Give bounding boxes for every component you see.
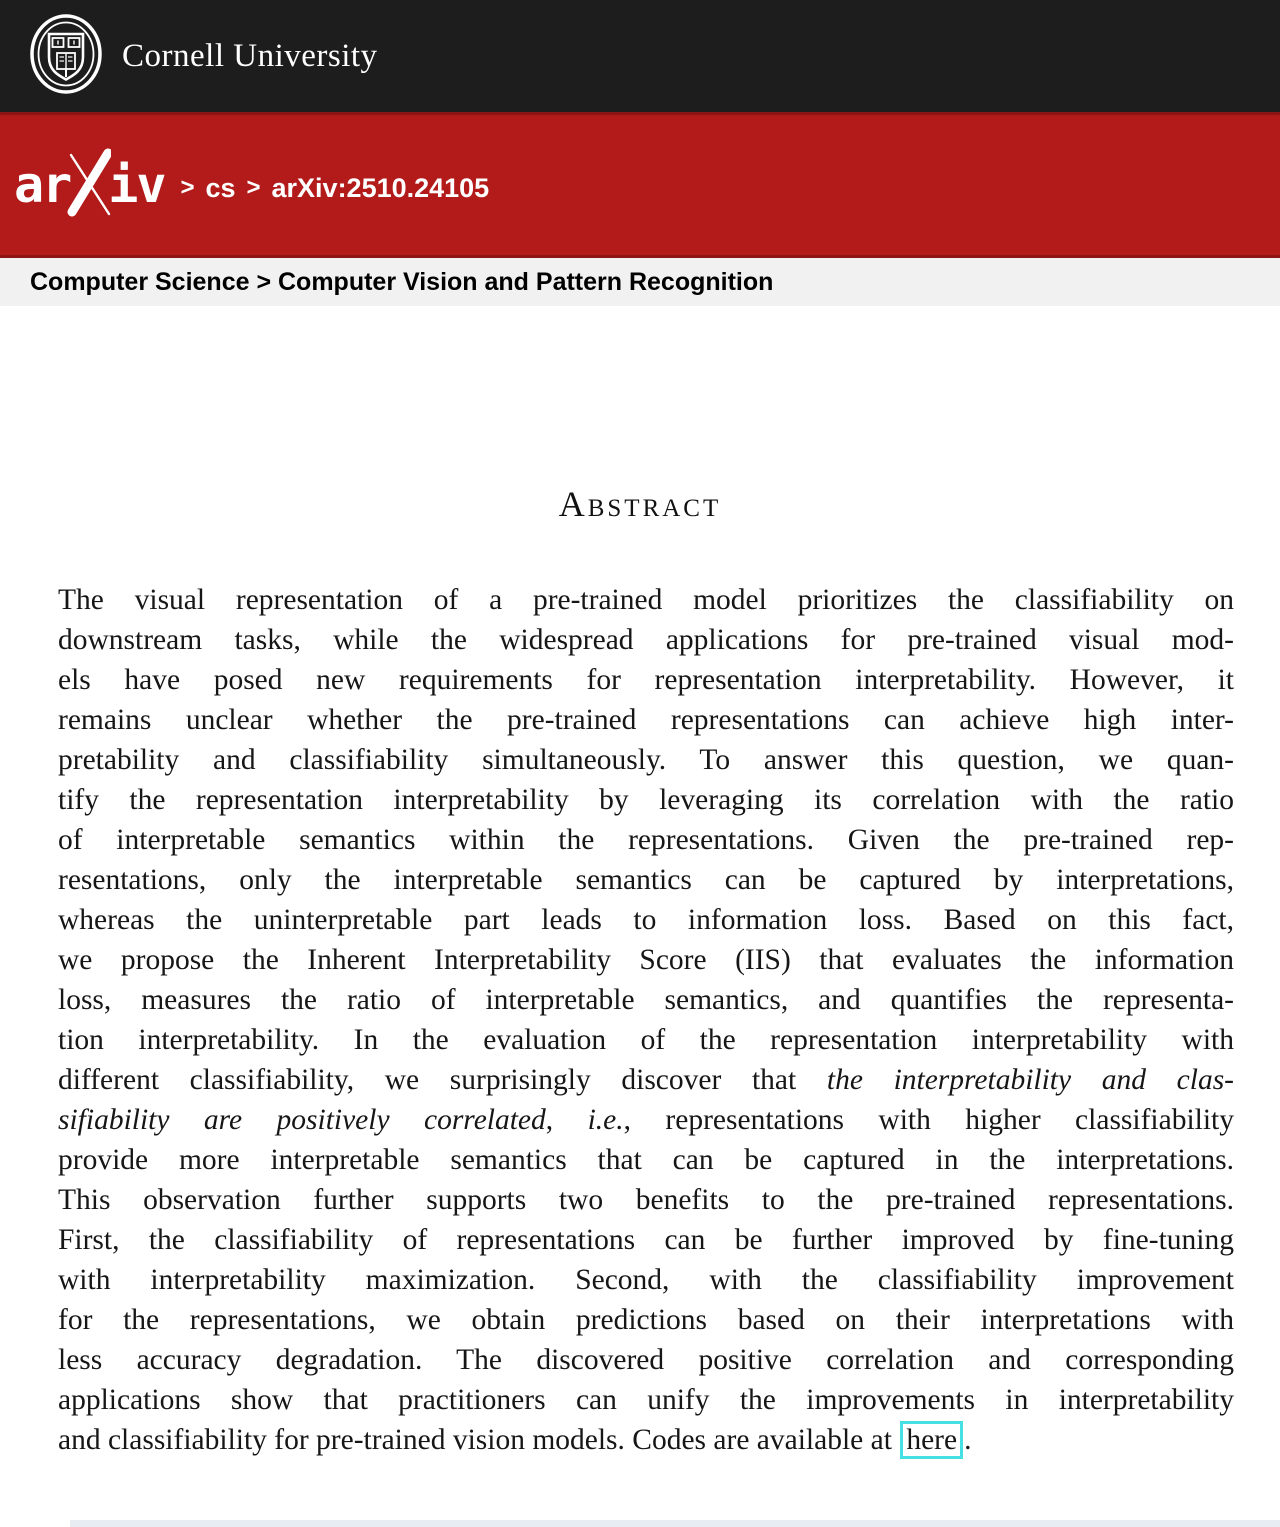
abstract-line-segment: The visual representation of a pre-trained model prioritizes the classifiability on — [58, 584, 1234, 616]
page-bottom-edge — [70, 1520, 1280, 1527]
abstract-line-segment: we propose the Inherent Interpretability Score (IIS) that evaluates the information — [58, 944, 1234, 976]
arxiv-logo[interactable] — [14, 148, 164, 223]
abstract-line-segment: with interpretability maximization. Second, with the classifiability improvement — [58, 1264, 1234, 1296]
abstract-line-segment: and classifiability for pre-trained vision models. Codes are available at — [58, 1424, 900, 1456]
breadcrumb — [180, 173, 489, 204]
abstract-line-segment: First, the classifiability of representations can be further improved by fine-tuning — [58, 1224, 1234, 1256]
abstract-line — [58, 1380, 1234, 1420]
cornell-logo[interactable] — [28, 13, 378, 100]
breadcrumb-arxiv-id-link[interactable]: arXiv:2510.24105 — [271, 172, 490, 203]
abstract-line — [58, 620, 1234, 660]
abstract-line-segment: downstream tasks, while the widespread applications for pre-trained visual mod- — [58, 624, 1234, 656]
abstract-line-segment: loss, measures the ratio of interpretable semantics, and quantifies the representa- — [58, 984, 1234, 1016]
abstract-line-segment: applications show that practitioners can unify the improvements in interpretability — [58, 1384, 1234, 1416]
abstract-line — [58, 1060, 1234, 1100]
abstract-line — [58, 980, 1234, 1020]
breadcrumb-separator: > — [180, 174, 195, 201]
abstract-line — [58, 860, 1234, 900]
subject-classification-label: Computer Science > Computer Vision and Pattern Recognition — [30, 267, 774, 296]
abstract-line-segment: different classifiability, we surprisingly discover that — [58, 1064, 827, 1096]
abstract-line — [58, 580, 1234, 620]
abstract-line — [58, 820, 1234, 860]
abstract-line — [58, 1180, 1234, 1220]
abstract-line — [58, 940, 1234, 980]
abstract-line — [58, 900, 1234, 940]
abstract-text — [58, 580, 1234, 1460]
abstract-line-segment: , — [545, 1104, 588, 1136]
abstract-line — [58, 1020, 1234, 1060]
abstract-line-segment: whereas the uninterpretable part leads to information loss. Based on this fact, — [58, 904, 1234, 936]
abstract-line-segment: less accuracy degradation. The discovered positive correlation and corresponding — [58, 1344, 1234, 1376]
abstract-line-segment: remains unclear whether the pre-trained representations can achieve high inter- — [58, 704, 1234, 736]
abstract-line-segment: pretability and classifiability simultaneously. To answer this question, we quan- — [58, 744, 1234, 776]
abstract-line — [58, 1100, 1234, 1140]
abstract-line-segment: for the representations, we obtain predictions based on their interpretations with — [58, 1304, 1234, 1336]
abstract-line — [58, 1340, 1234, 1380]
abstract-line-segment: els have posed new requirements for representation interpretability. However, it — [58, 664, 1234, 696]
abstract-line — [58, 780, 1234, 820]
abstract-heading: Abstract — [558, 484, 722, 524]
abstract-line-segment: This observation further supports two benefits to the pre-trained representations. — [58, 1184, 1234, 1216]
abstract-line-segment: of interpretable semantics within the representations. Given the pre-trained rep- — [58, 824, 1234, 856]
abstract-line-segment: provide more interpretable semantics that can be captured in the interpretations. — [58, 1144, 1234, 1176]
abstract-line — [58, 700, 1234, 740]
breadcrumb-cs-link[interactable]: cs — [205, 172, 236, 203]
abstract-line-segment: tify the representation interpretability by leveraging its correlation with the ratio — [58, 784, 1234, 816]
cornell-university-label: Cornell University — [122, 37, 378, 74]
abstract-line — [58, 740, 1234, 780]
abstract-line-segment: sifiability are positively correlated — [58, 1104, 546, 1136]
arxiv-chi-icon — [67, 148, 111, 223]
abstract-line-segment: the interpretability and clas- — [826, 1064, 1234, 1096]
arxiv-logo-ar: ar — [14, 156, 71, 214]
arxiv-banner — [0, 112, 1280, 258]
abstract-line — [58, 1420, 1234, 1460]
abstract-line-segment: , representations with higher classifiability — [623, 1104, 1234, 1136]
arxiv-logo-iv: iv — [108, 156, 165, 214]
abstract-line-segment: . — [964, 1424, 972, 1456]
abstract-line — [58, 1140, 1234, 1180]
cornell-header — [0, 0, 1280, 112]
abstract-line-segment: tion interpretability. In the evaluation of the representation interpretability with — [58, 1024, 1234, 1056]
abstract-line-segment: resentations, only the interpretable semantics can be captured by interpretations, — [58, 864, 1234, 896]
breadcrumb-separator: > — [246, 174, 261, 201]
abstract-line — [58, 1260, 1234, 1300]
subject-bar — [0, 258, 1280, 306]
code-link[interactable]: here — [900, 1421, 963, 1459]
abstract-line — [58, 1220, 1234, 1260]
abstract-line — [58, 660, 1234, 700]
cornell-seal-icon — [28, 13, 104, 100]
abstract-line — [58, 1300, 1234, 1340]
abstract-line-segment: i.e. — [587, 1104, 624, 1136]
